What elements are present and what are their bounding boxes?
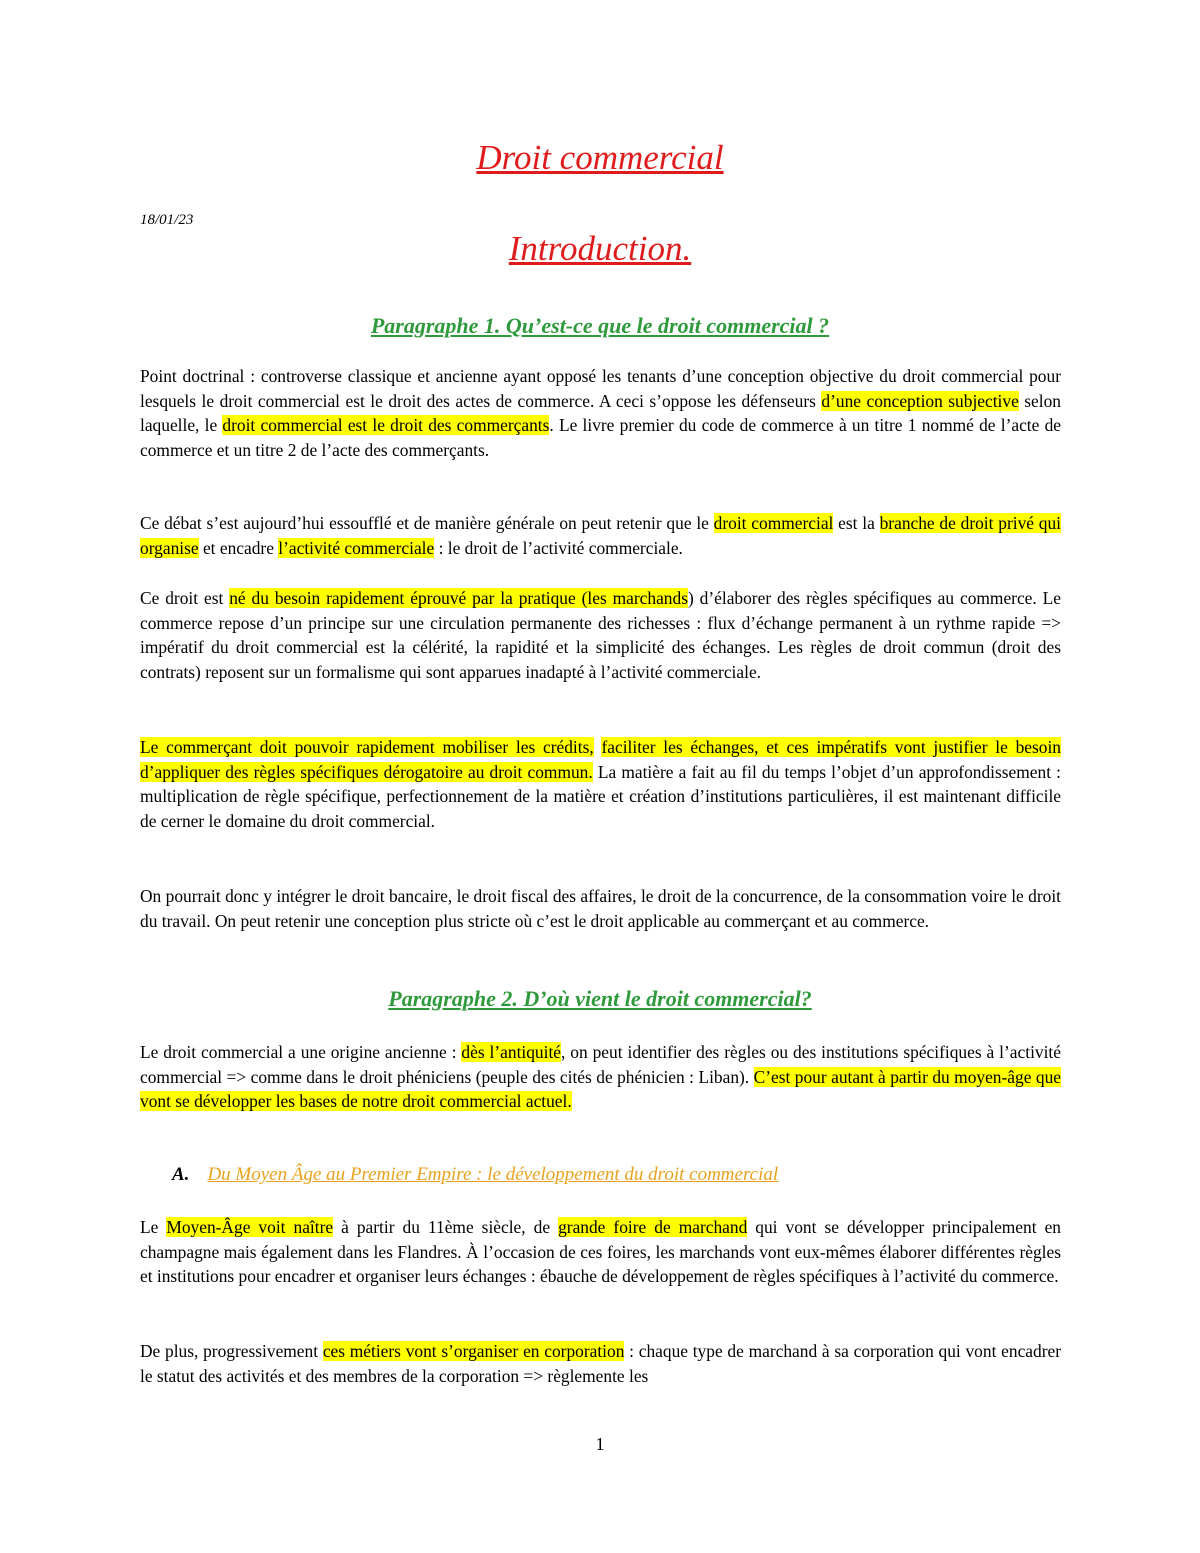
text-run: et encadre (198, 537, 279, 558)
highlight-run: C’est pour autant à partir du moyen-âge que vont se développer les bases de notre droit commercial actuel. (140, 1066, 1061, 1112)
body-paragraph-2 (140, 511, 1061, 560)
text-run: est la (833, 513, 880, 533)
text-run: , on peut identifier des règles ou des institutions spécifiques à l’activité commercial => comme dans le droit phéniciens (peuple des cités de phénicien : Liban). (140, 1042, 1061, 1087)
body-paragraph-3 (140, 586, 1061, 685)
paragraph-2-heading: Paragraphe 2. D’où vient le droit commercial? (388, 986, 812, 1011)
highlight-run: grande foire de marchand (558, 1217, 748, 1237)
document-date: 18/01/23 (140, 212, 194, 228)
highlight-run: droit commercial (713, 513, 834, 533)
text-run: La matière a fait au fil du temps l’objet d’un approfondissement : multiplication de règle spécifique, perfectionnement de la matière et création d’institutions particulières, il est maintenant difficile de cerner le domaine du droit commercial. (140, 761, 1061, 832)
body-paragraph-6 (140, 1040, 1061, 1114)
page-number: 1 (595, 1434, 605, 1454)
text-run: Ce débat s’est aujourd’hui essoufflé et de manière générale on peut retenir que le (140, 513, 714, 533)
text-run: : chaque type de marchand à sa corporation qui vont encadrer le statut des activités et des membres de la corporation => règlemente les (140, 1341, 1061, 1386)
highlight-run: branche de droit privé qui organise (140, 513, 1061, 558)
text-run: . Le livre premier du code de commerce à un titre 1 nommé de l’acte de commerce et un titre 2 de l’acte des commerçants. (140, 415, 1062, 461)
highlight-run: d’une conception subjective (821, 390, 1019, 411)
text-run: à partir du 11ème siècle, de (333, 1217, 559, 1237)
highlight-run: Le commerçant doit pouvoir rapidement mobiliser les crédits, (140, 737, 594, 757)
document-title: Droit commercial (476, 138, 724, 177)
text-run: Le (140, 1217, 167, 1237)
text-run: Le droit commercial a une origine ancienne : (140, 1042, 462, 1062)
text-run: qui vont se développer principalement en champagne mais également dans les Flandres. À l’occasion de ces foires, les marchands vont eux-mêmes élaborer différentes règles et institutions pour encadrer et organiser leurs échanges : ébauche de développement de règles spécifiques à l’activité du commerce. (140, 1217, 1061, 1287)
highlight-run: Moyen-Âge voit naître (166, 1217, 334, 1237)
body-paragraph-8 (140, 1339, 1061, 1388)
highlight-run: né du besoin rapidement éprouvé par la pratique (les marchands (229, 588, 688, 608)
highlight-run: dès l’antiquité (461, 1042, 562, 1062)
document-subtitle: Introduction. (508, 229, 692, 268)
highlight-run: l’activité commerciale (278, 537, 435, 558)
highlight-run: faciliter les échanges, et ces impératifs vont justifier le besoin d’appliquer des règles spécifiques dérogatoire au droit commun. (140, 737, 1061, 782)
text-run: selon laquelle, le (140, 390, 1062, 436)
text-run: ) d’élaborer des règles spécifiques au commerce. Le commerce repose d’un principe sur une circulation permanente des richesses : flux d’échange permanent à un rythme rapide => impératif du droit commercial est la célérité, la rapidité et la simplicité des échanges. Les règles de droit commun (droit des contrats) reposent sur un formalisme qui sont apparues inadapté à l’activité commerciale. (140, 588, 1061, 683)
text-run: : le droit de l’activité commerciale. (434, 537, 683, 558)
body-paragraph-4 (140, 735, 1061, 834)
highlight-run: ces métiers vont s’organiser en corporation (322, 1341, 625, 1361)
highlight-run: droit commercial est le droit des commerçants (222, 415, 550, 436)
paragraph-1-heading: Paragraphe 1. Qu’est-ce que le droit commercial ? (370, 313, 830, 338)
section-letter: A. (172, 1164, 190, 1185)
text-run: De plus, progressivement (140, 1341, 323, 1361)
body-paragraph-1 (140, 364, 1061, 463)
section-a-heading (172, 1164, 778, 1186)
text-run: Ce droit est (140, 588, 230, 608)
section-title: Du Moyen Âge au Premier Empire : le développement du droit commercial (207, 1164, 779, 1185)
text-run: Point doctrinal : controverse classique et ancienne ayant opposé les tenants d’une conception objective du droit commercial pour lesquels le droit commercial est le droit des actes de commerce. A ceci s’oppose les défenseurs (140, 366, 1061, 411)
body-paragraph-5: On pourrait donc y intégrer le droit bancaire, le droit fiscal des affaires, le droit de la concurrence, de la consommation voire le droit du travail. On peut retenir une conception plus stricte où c’est le droit applicable au commerçant et au commerce. (140, 886, 1061, 931)
body-paragraph-7 (140, 1215, 1061, 1289)
